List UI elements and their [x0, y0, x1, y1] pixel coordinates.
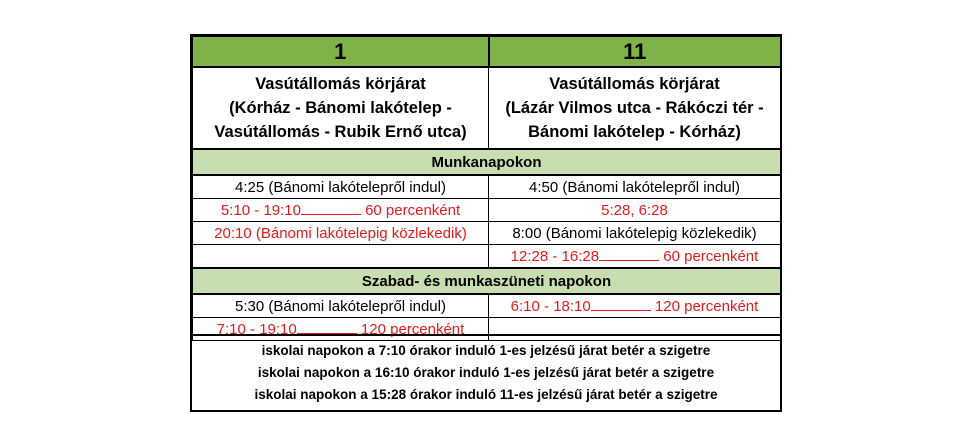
- schedule-frequency: 60 percenként: [360, 202, 461, 219]
- schedule-time-range: 5:10 - 19:10: [220, 202, 301, 219]
- weekend-section-label: Szabad- és munkaszüneti napokon: [193, 268, 781, 294]
- route-number-1: 1: [193, 37, 489, 68]
- schedule-cell-route-1: [193, 199, 489, 222]
- note-line: iskolai napokon a 7:10 órakor induló 1-es jelzésű járat betér a szigetre: [261, 343, 711, 358]
- note-line: iskolai napokon a 16:10 órakor induló 1-es jelzésű járat betér a szigetre: [257, 365, 715, 380]
- route-1-title-line: (Kórház - Bánomi lakótelep -: [229, 99, 452, 117]
- schedule-cell-route-11: [489, 245, 781, 269]
- weekend-section-header: [193, 268, 781, 294]
- schedule-cell-route-11: 4:50 (Bánomi lakótelepről indul): [489, 175, 781, 199]
- schedule-cell-route-1: [193, 245, 489, 269]
- weekday-section-label: Munkanapokon: [193, 149, 781, 175]
- route-1-title-line: Vasútállomás - Rubik Ernő utca): [214, 123, 467, 141]
- schedule-time-range: 12:28 - 16:28: [510, 248, 600, 265]
- route-title-row: [193, 67, 781, 149]
- schedule-row: [193, 175, 781, 199]
- schedule-cell-route-11: 5:28, 6:28: [489, 199, 781, 222]
- schedule-cell-route-1: 5:30 (Bánomi lakótelepről indul): [193, 294, 489, 318]
- route-header-row: [193, 37, 781, 68]
- schedule-cell-route-1: 4:25 (Bánomi lakótelepről indul): [193, 175, 489, 199]
- weekday-section-header: [193, 149, 781, 175]
- underline-blank: [599, 247, 659, 261]
- timetable-grid: [192, 36, 781, 341]
- schedule-frequency: 60 percenként: [659, 248, 759, 265]
- schedule-frequency: 120 percenként: [650, 298, 759, 315]
- schedule-cell-route-1: 20:10 (Bánomi lakótelepig közlekedik): [193, 222, 489, 245]
- schedule-cell-route-11: 8:00 (Bánomi lakótelepig közlekedik): [489, 222, 781, 245]
- route-1-title-line: Vasútállomás körjárat: [255, 75, 426, 93]
- route-11-title-line: Bánomi lakótelep - Kórház): [528, 123, 741, 141]
- route-11-title-line: Vasútállomás körjárat: [549, 75, 720, 93]
- schedule-time-range: 7:10 - 19:10: [216, 321, 297, 338]
- route-1-title: [193, 67, 489, 149]
- note-line: iskolai napokon a 15:28 órakor induló 11-es jelzésű járat betér a szigetre: [254, 387, 718, 402]
- schedule-frequency: 120 percenként: [356, 321, 465, 338]
- timetable: [190, 34, 782, 412]
- schedule-cell-route-11: [489, 294, 781, 318]
- underline-blank: [301, 201, 361, 215]
- route-11-title: [489, 67, 781, 149]
- schedule-row: [193, 294, 781, 318]
- schedule-row: [193, 245, 781, 269]
- school-day-notes: [192, 334, 780, 410]
- underline-blank: [297, 320, 357, 334]
- route-number-11: 11: [489, 37, 781, 68]
- schedule-row: [193, 222, 781, 245]
- route-11-title-line: (Lázár Vilmos utca - Rákóczi tér -: [505, 99, 764, 117]
- weekday-rows: [193, 175, 781, 268]
- schedule-time-range: 6:10 - 18:10: [510, 298, 591, 315]
- schedule-row: [193, 199, 781, 222]
- underline-blank: [591, 297, 651, 311]
